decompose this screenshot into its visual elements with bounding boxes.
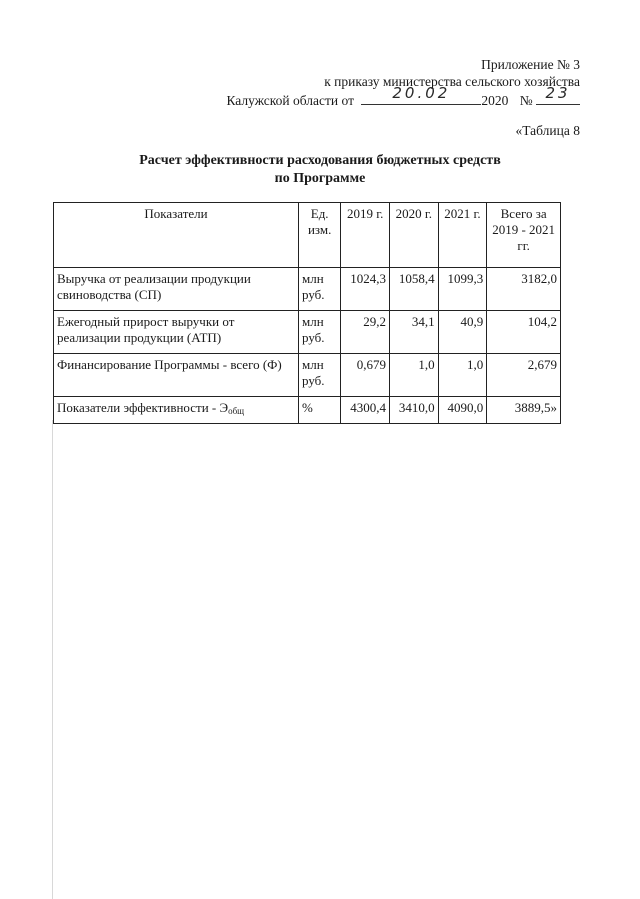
row-2019: 0,679 bbox=[341, 354, 390, 397]
header-2021: 2021 г. bbox=[438, 203, 487, 268]
row-total: 104,2 bbox=[487, 311, 561, 354]
header-indicators: Показатели bbox=[54, 203, 299, 268]
table-row bbox=[54, 397, 561, 424]
row-name bbox=[54, 397, 299, 424]
region-date-prefix: Калужской области от bbox=[226, 93, 354, 108]
table-row bbox=[54, 268, 561, 311]
row-total: 3889,5» bbox=[487, 397, 561, 424]
date-blank bbox=[361, 84, 481, 105]
title-line-1: Расчет эффективности расходования бюджетных средств bbox=[139, 153, 501, 168]
handwritten-number: 23 bbox=[545, 84, 571, 102]
order-reference: к приказу министерства сельского хозяйства bbox=[324, 74, 580, 89]
row-name: Финансирование Программы - всего (Ф) bbox=[54, 354, 299, 397]
row-unit: млн руб. bbox=[299, 311, 341, 354]
row-name: Ежегодный прирост выручки от реализации продукции (АТП) bbox=[54, 311, 299, 354]
table-reference: «Таблица 8 bbox=[515, 123, 580, 138]
table-row bbox=[54, 311, 561, 354]
title-line-2: по Программе bbox=[274, 171, 366, 186]
row-total: 3182,0 bbox=[487, 268, 561, 311]
number-blank bbox=[536, 84, 580, 105]
row-2020: 3410,0 bbox=[389, 397, 438, 424]
scan-margin-line bbox=[52, 420, 53, 899]
row-2020: 1,0 bbox=[389, 354, 438, 397]
row-2020: 1058,4 bbox=[389, 268, 438, 311]
row-2021: 4090,0 bbox=[438, 397, 487, 424]
row-2021: 1,0 bbox=[438, 354, 487, 397]
appendix-label: Приложение № 3 bbox=[481, 57, 580, 72]
header-2020: 2020 г. bbox=[389, 203, 438, 268]
header-unit: Ед. изм. bbox=[299, 203, 341, 268]
row-2021: 40,9 bbox=[438, 311, 487, 354]
header-2019: 2019 г. bbox=[341, 203, 390, 268]
row-2021: 1099,3 bbox=[438, 268, 487, 311]
order-date-line bbox=[226, 84, 580, 110]
row-2019: 29,2 bbox=[341, 311, 390, 354]
row-name-subscript: общ bbox=[228, 406, 245, 416]
table-header-row bbox=[54, 203, 561, 268]
row-name-text: Показатели эффективности - Э bbox=[57, 400, 229, 415]
document-title bbox=[60, 152, 580, 188]
number-sign: № bbox=[519, 93, 533, 108]
row-2020: 34,1 bbox=[389, 311, 438, 354]
order-year: 2020 bbox=[481, 93, 509, 108]
handwritten-date: 20.02 bbox=[392, 84, 451, 102]
header-total: Всего за 2019 - 2021 гг. bbox=[487, 203, 561, 268]
row-unit: млн руб. bbox=[299, 268, 341, 311]
row-2019: 4300,4 bbox=[341, 397, 390, 424]
row-total: 2,679 bbox=[487, 354, 561, 397]
table-row bbox=[54, 354, 561, 397]
row-unit: млн руб. bbox=[299, 354, 341, 397]
row-2019: 1024,3 bbox=[341, 268, 390, 311]
efficiency-table bbox=[53, 202, 561, 424]
row-unit: % bbox=[299, 397, 341, 424]
row-name: Выручка от реализации продукции свиноводства (СП) bbox=[54, 268, 299, 311]
